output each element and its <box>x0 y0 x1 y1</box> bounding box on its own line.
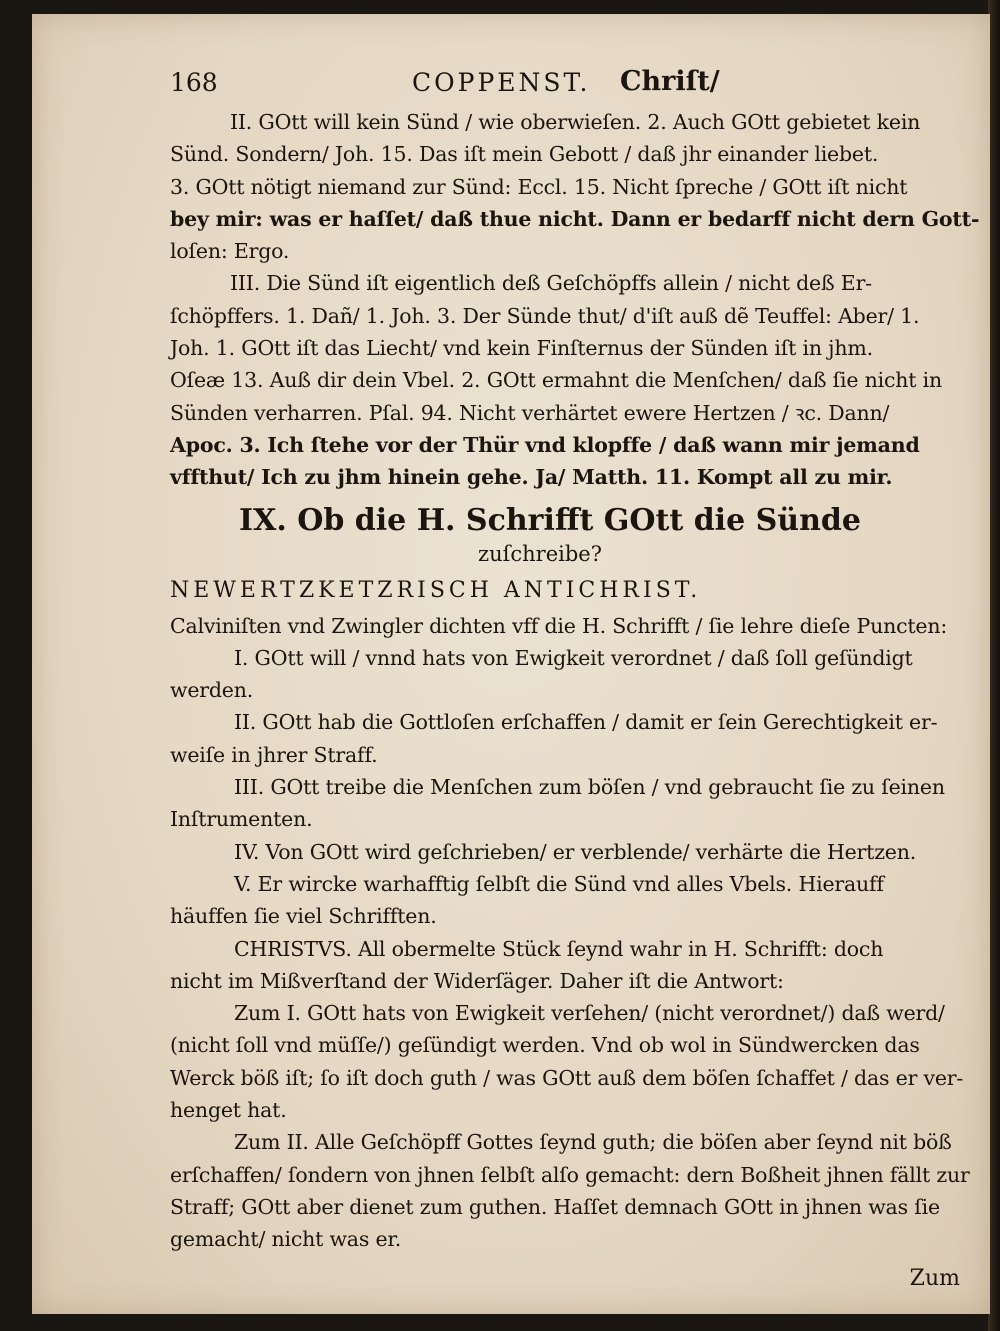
caps-heading: NEWERTZKETZRISCH ANTICHRIST. <box>170 577 702 603</box>
paragraph-4 <box>170 933 970 1256</box>
text-line: häuffen ſie viel Schrifften. <box>170 904 437 929</box>
section-heading: IX. Ob die H. Schrifft GOtt die Sünde <box>239 502 861 538</box>
paragraph-3 <box>170 610 970 933</box>
paragraph-1 <box>170 106 980 267</box>
page-number: 168 <box>170 68 218 97</box>
text-line: weiſe in jhrer Straff. <box>170 742 378 767</box>
text-line: erſchaffen/ ſondern von jhnen ſelbſt alſo gemacht: dern Boßheit jhnen fällt zur <box>170 1162 970 1187</box>
paper-page <box>32 14 990 1314</box>
text-line: Calviniſten vnd Zwingler dichten vff die H. Schrifft / ſie lehre dieſe Puncten: <box>170 613 948 638</box>
text-line: Inſtrumenten. <box>170 807 313 832</box>
text-line: II. GOtt will kein Sünd / wie oberwieſen. 2. Auch GOtt gebietet kein <box>230 110 921 134</box>
section-subheading: zuſchreibe? <box>478 541 602 566</box>
paragraph-2 <box>170 267 970 493</box>
text-line: Zum I. GOtt hats von Ewigkeit verſehen/ (nicht verordnet/) daß werd/ <box>234 1001 945 1026</box>
text-line: III. GOtt treibe die Menſchen zum böſen / vnd gebraucht ſie zu ſeinen <box>234 775 945 800</box>
text-line: bey mir: was er haſſet/ daß thue nicht. Dann er bedarff nicht dern Gott- <box>170 206 980 231</box>
running-title-2: Chriſt/ <box>620 66 720 97</box>
text-line: I. GOtt will / vnnd hats von Ewigkeit verordnet / daß ſoll geſündigt <box>234 645 913 670</box>
page-header <box>170 64 970 106</box>
text-line: loſen: Ergo. <box>170 239 290 264</box>
text-line: Apoc. 3. Ich ſtehe vor der Thür vnd klopffe / daß wann mir jemand <box>170 432 920 457</box>
text-line: V. Er wircke warhafftig ſelbſt die Sünd vnd alles Vbels. Hierauff <box>234 871 884 896</box>
text-line: III. Die Sünd iſt eigentlich deß Geſchöpffs allein / nicht deß Er- <box>230 271 872 296</box>
text-line: Werck böß iſt; ſo iſt doch guth / was GOtt auß dem böſen ſchaffet / das er ver- <box>170 1065 964 1090</box>
text-line: werden. <box>170 678 254 703</box>
text-line: vffthut/ Ich zu jhm hinein gehe. Ja/ Matth. 11. Kompt all zu mir. <box>170 465 893 490</box>
text-line: 3. GOtt nötigt niemand zur Sünd: Eccl. 15. Nicht ſpreche / GOtt iſt nicht <box>170 174 908 199</box>
text-line: gemacht/ nicht was er. <box>170 1227 402 1252</box>
text-line: Joh. 1. GOtt iſt das Liecht/ vnd kein Finſternus der Sünden iſt in jhm. <box>170 336 873 361</box>
text-line: CHRISTVS. All obermelte Stück ſeynd wahr in H. Schrifft: doch <box>234 936 884 961</box>
text-line: nicht im Mißverſtand der Widerſäger. Daher iſt die Antwort: <box>170 968 784 993</box>
text-line: Straff; GOtt aber dienet zum guthen. Haſſet demnach GOtt in jhnen was ſie <box>170 1194 940 1219</box>
text-line: Zum II. Alle Geſchöpff Gottes ſeynd guth; die böſen aber ſeynd nit böß <box>234 1130 952 1155</box>
text-line: Sünd. Sondern/ Joh. 15. Das iſt mein Gebott / daß jhr einander liebet. <box>170 142 879 167</box>
running-title: COPPENST. <box>412 68 591 97</box>
text-line: Sünden verharren. Pſal. 94. Nicht verhärtet ewere Hertzen / ꝛc. Dann/ <box>170 400 890 425</box>
text-line: henget hat. <box>170 1098 287 1123</box>
text-block <box>170 64 980 1291</box>
text-line: (nicht ſoll vnd müſſe/) geſündigt werden. Vnd ob wol in Sündwercken das <box>170 1033 920 1058</box>
text-line: ſchöpffers. 1. Dañ/ 1. Joh. 3. Der Sünde thut/ d'iſt auß dẽ Teuffel: Aber/ 1. <box>170 303 920 328</box>
text-line: IV. Von GOtt wird geſchrieben/ er verblende/ verhärte die Hertzen. <box>234 839 917 864</box>
text-line: II. GOtt hab die Gottloſen erſchaffen / damit er ſein Gerechtigkeit er- <box>234 710 938 735</box>
catchword: Zum <box>909 1265 960 1291</box>
text-line: Oſeæ 13. Auß dir dein Vbel. 2. GOtt ermahnt die Menſchen/ daß ſie nicht in <box>170 368 943 393</box>
